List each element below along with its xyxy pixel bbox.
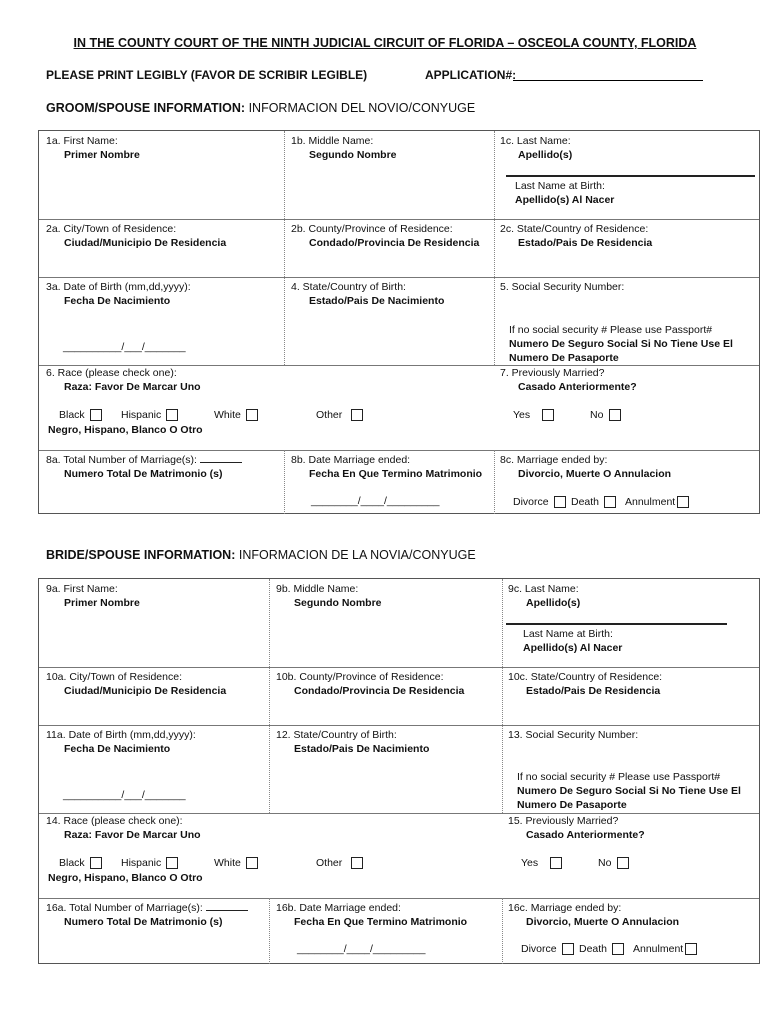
checkbox-icon[interactable] [90, 857, 102, 869]
checkbox-icon[interactable] [542, 409, 554, 421]
checkbox-icon[interactable] [685, 943, 697, 955]
checkbox-icon[interactable] [166, 857, 178, 869]
checkbox-icon[interactable] [246, 857, 258, 869]
print-legibly-notice: PLEASE PRINT LEGIBLY (FAVOR DE SCRIBIR LEGIBLE) [46, 68, 368, 82]
bride-last-name-birth-field[interactable]: Last Name at Birth: Apellido(s) Al Nacer [523, 628, 623, 654]
groom-total-marriages-field[interactable]: 8a. Total Number of Marriage(s): Numero Total De Matrimonio (s) [46, 453, 242, 481]
bride-race-hispanic-option[interactable]: Hispanic [121, 857, 178, 869]
groom-ended-by-label: 8c. Marriage ended by: Divorcio, Muerte O Annulacion [500, 454, 672, 480]
bride-race-other-option[interactable]: Other [316, 857, 363, 869]
checkbox-icon[interactable] [166, 409, 178, 421]
groom-last-name-birth-field[interactable]: Last Name at Birth: Apellido(s) Al Nacer [515, 180, 615, 206]
groom-dob-field[interactable]: 3a. Date of Birth (mm,dd,yyyy): Fecha De Nacimiento [46, 281, 191, 307]
bride-ended-by-divorce[interactable]: Divorce [521, 943, 574, 955]
checkbox-icon[interactable] [554, 496, 566, 508]
checkbox-icon[interactable] [612, 943, 624, 955]
bride-last-name-field[interactable]: 9c. Last Name: Apellido(s) [508, 583, 581, 609]
court-heading: IN THE COUNTY COURT OF THE NINTH JUDICIAL CIRCUIT OF FLORIDA – OSCEOLA COUNTY, FLORIDA [73, 36, 697, 50]
groom-first-name-field[interactable]: 1a. First Name: Primer Nombre [46, 135, 140, 161]
groom-ended-by-annulment[interactable]: Annulment [625, 496, 689, 508]
groom-previously-married-no[interactable]: No [590, 409, 621, 421]
checkbox-icon[interactable] [351, 409, 363, 421]
groom-county-field[interactable]: 2b. County/Province of Residence: Condado/Provincia De Residencia [291, 223, 480, 249]
bride-previously-married-label: 15. Previously Married? Casado Anteriormente? [508, 815, 645, 841]
bride-ssn-field[interactable]: 13. Social Security Number: [508, 729, 639, 741]
groom-ssn-field[interactable]: 5. Social Security Number: [500, 281, 625, 293]
bride-state-field[interactable]: 10c. State/Country of Residence: Estado/Pais De Residencia [508, 671, 663, 697]
checkbox-icon[interactable] [351, 857, 363, 869]
bride-section-heading [46, 548, 476, 562]
bride-race-white-option[interactable]: White [214, 857, 258, 869]
application-number-field[interactable] [513, 80, 703, 81]
groom-section-title-es: INFORMACION DEL NOVIO/CONYUGE [248, 101, 476, 115]
bride-ended-by-label: 16c. Marriage ended by: Divorcio, Muerte O Annulacion [508, 902, 680, 928]
bride-section-title: BRIDE/SPOUSE INFORMATION: [46, 548, 236, 562]
groom-date-ended-blank[interactable]: ________/____/_________ [311, 495, 440, 507]
groom-birth-state-field[interactable]: 4. State/Country of Birth: Estado/Pais De Nacimiento [291, 281, 445, 307]
bride-race-label: 14. Race (please check one): Raza: Favor De Marcar Uno [46, 815, 201, 841]
bride-date-ended-field[interactable]: 16b. Date Marriage ended: Fecha En Que Termino Matrimonio [276, 902, 468, 928]
groom-last-name-field[interactable]: 1c. Last Name: Apellido(s) [500, 135, 573, 161]
bride-ended-by-annulment[interactable]: Annulment [633, 943, 697, 955]
bride-dob-field[interactable]: 11a. Date of Birth (mm,dd,yyyy): Fecha De Nacimiento [46, 729, 196, 755]
groom-ended-by-death[interactable]: Death [571, 496, 616, 508]
groom-race-options-es: Negro, Hispano, Blanco O Otro [48, 424, 203, 436]
groom-race-label: 6. Race (please check one): Raza: Favor De Marcar Uno [46, 367, 201, 393]
checkbox-icon[interactable] [246, 409, 258, 421]
groom-date-ended-field[interactable]: 8b. Date Marriage ended: Fecha En Que Termino Matrimonio [291, 454, 483, 480]
bride-middle-name-field[interactable]: 9b. Middle Name: Segundo Nombre [276, 583, 382, 609]
bride-ended-by-death[interactable]: Death [579, 943, 624, 955]
bride-birth-state-field[interactable]: 12. State/Country of Birth: Estado/Pais De Nacimiento [276, 729, 430, 755]
application-number-label: APPLICATION#: [425, 68, 517, 82]
bride-date-ended-blank[interactable]: ________/____/_________ [297, 943, 426, 955]
groom-previously-married-yes[interactable]: Yes [513, 409, 554, 421]
groom-section-heading [46, 101, 475, 115]
groom-state-field[interactable]: 2c. State/Country of Residence: Estado/Pais De Residencia [500, 223, 653, 249]
bride-city-field[interactable]: 10a. City/Town of Residence: Ciudad/Municipio De Residencia [46, 671, 227, 697]
groom-race-black-option[interactable]: Black [59, 409, 102, 421]
bride-race-options-es: Negro, Hispano, Blanco O Otro [48, 872, 203, 884]
groom-race-other-option[interactable]: Other [316, 409, 363, 421]
bride-county-field[interactable]: 10b. County/Province of Residence: Condado/Provincia De Residencia [276, 671, 465, 697]
groom-race-hispanic-option[interactable]: Hispanic [121, 409, 178, 421]
bride-form [38, 578, 760, 964]
bride-first-name-field[interactable]: 9a. First Name: Primer Nombre [46, 583, 140, 609]
groom-middle-name-field[interactable]: 1b. Middle Name: Segundo Nombre [291, 135, 397, 161]
bride-race-black-option[interactable]: Black [59, 857, 102, 869]
checkbox-icon[interactable] [550, 857, 562, 869]
checkbox-icon[interactable] [562, 943, 574, 955]
groom-race-white-option[interactable]: White [214, 409, 258, 421]
checkbox-icon[interactable] [617, 857, 629, 869]
groom-section-title: GROOM/SPOUSE INFORMATION: [46, 101, 246, 115]
checkbox-icon[interactable] [90, 409, 102, 421]
checkbox-icon[interactable] [609, 409, 621, 421]
checkbox-icon[interactable] [604, 496, 616, 508]
groom-form [38, 130, 760, 514]
bride-previously-married-no[interactable]: No [598, 857, 629, 869]
groom-city-field[interactable]: 2a. City/Town of Residence: Ciudad/Municipio De Residencia [46, 223, 227, 249]
groom-dob-blank[interactable]: __________/___/_______ [63, 341, 186, 353]
bride-dob-blank[interactable]: __________/___/_______ [63, 789, 186, 801]
bride-section-title-es: INFORMACION DE LA NOVIA/CONYUGE [238, 548, 476, 562]
groom-ssn-note: If no social security # Please use Passport# Numero De Seguro Social Si No Tiene Use El Numero De Pasaporte [509, 324, 733, 364]
groom-ended-by-divorce[interactable]: Divorce [513, 496, 566, 508]
checkbox-icon[interactable] [677, 496, 689, 508]
bride-total-marriages-field[interactable]: 16a. Total Number of Marriage(s): Numero Total De Matrimonio (s) [46, 901, 248, 929]
bride-ssn-note: If no social security # Please use Passport# Numero De Seguro Social Si No Tiene Use El Numero De Pasaporte [517, 771, 741, 811]
bride-previously-married-yes[interactable]: Yes [521, 857, 562, 869]
groom-previously-married-label: 7. Previously Married? Casado Anteriormente? [500, 367, 637, 393]
